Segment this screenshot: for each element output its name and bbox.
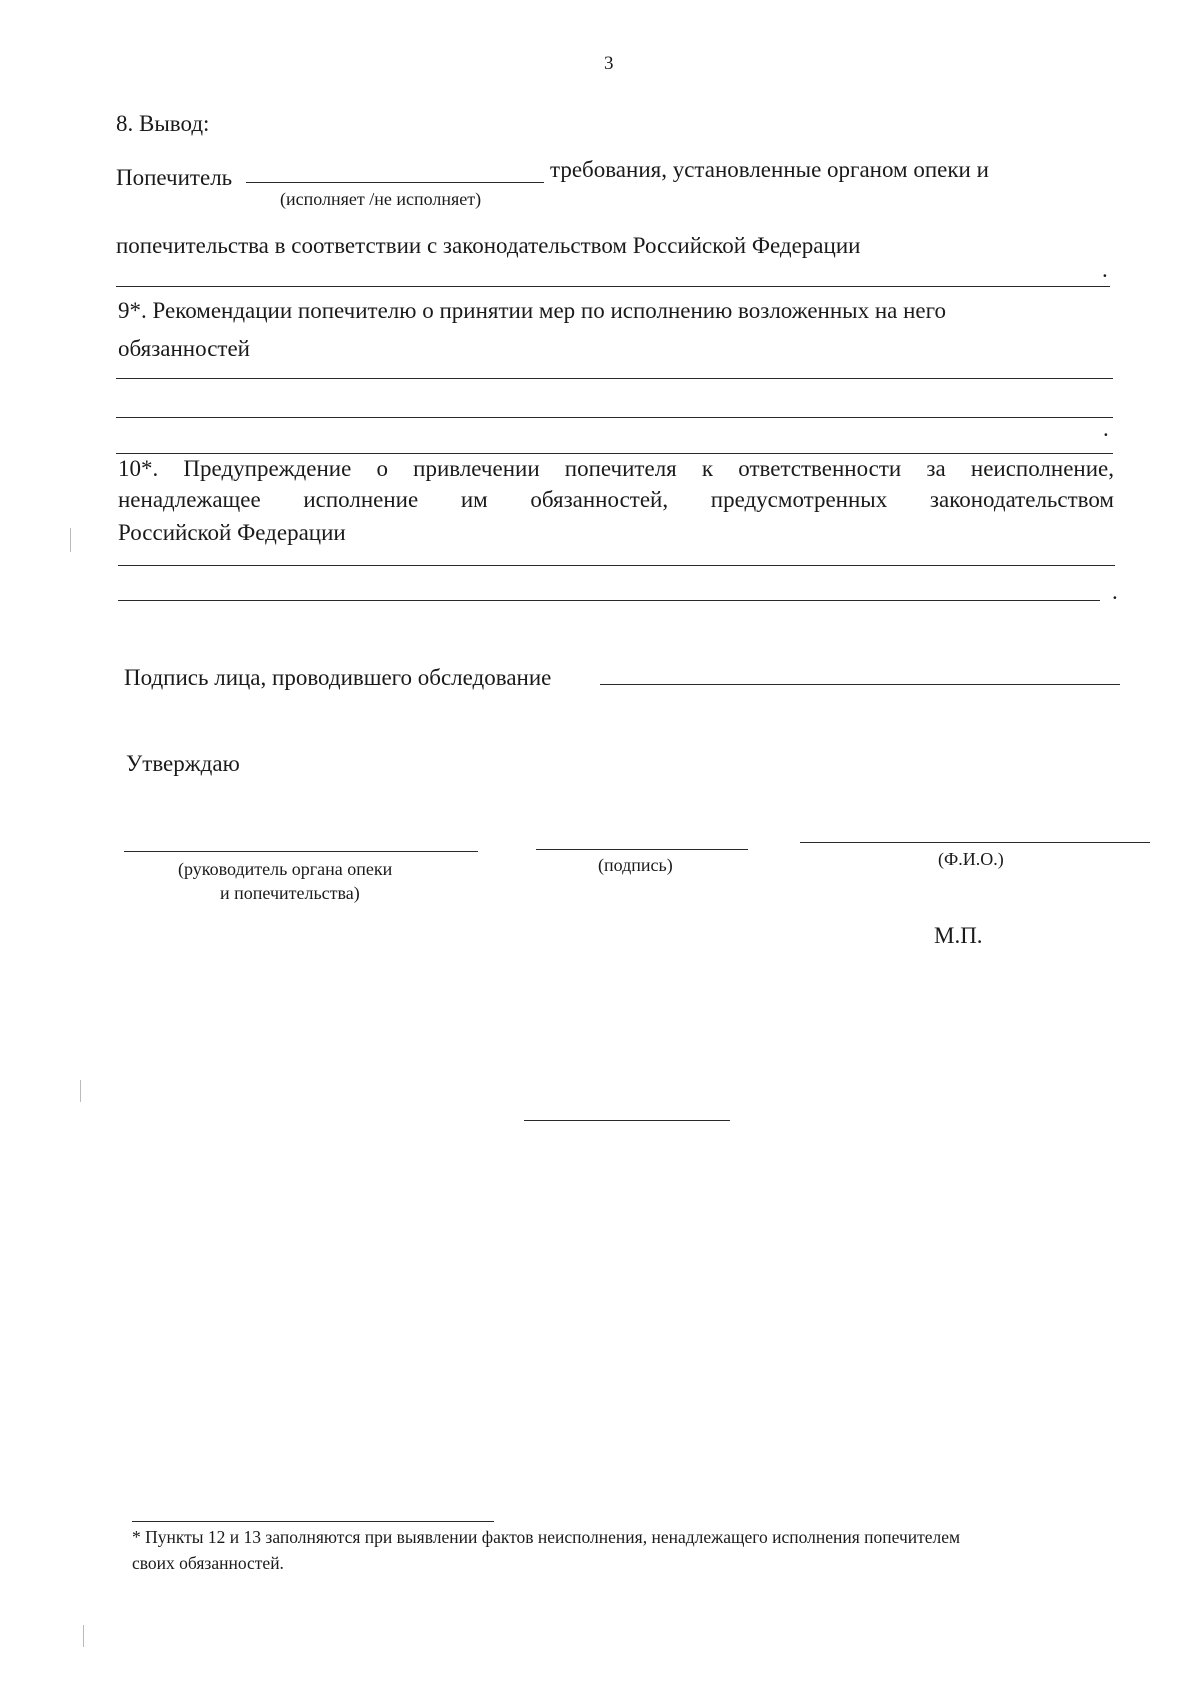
- section-8-fill-line[interactable]: [116, 286, 1110, 287]
- footnote-line-1: * Пункты 12 и 13 заполняются при выявлении фактов неисполнения, ненадлежащего исполнения попечителем: [132, 1527, 961, 1547]
- approve-label: Утверждаю: [126, 751, 240, 776]
- inspector-signature-line[interactable]: [600, 684, 1120, 685]
- section-9-line-1: 9*. Рекомендации попечителю о принятии мер по исполнению возложенных на него: [118, 298, 946, 323]
- section-8-heading: 8. Вывод:: [116, 111, 210, 136]
- scan-mark: [70, 528, 71, 552]
- section-9-fill-line-2[interactable]: [116, 417, 1113, 418]
- page-number: 3: [604, 53, 614, 74]
- signature-caption: (подпись): [598, 855, 673, 875]
- footnote-line-2: своих обязанностей.: [132, 1553, 284, 1573]
- head-fio-line[interactable]: [800, 842, 1150, 843]
- guardian-label: Попечитель: [116, 165, 233, 190]
- section-10-line-2: ненадлежащее исполнение им обязанностей, предусмотренных законодательством: [118, 487, 1114, 512]
- section-9-period: .: [1103, 416, 1109, 441]
- section-9-line-2: обязанностей: [118, 336, 250, 361]
- section-9-fill-line-1[interactable]: [116, 378, 1113, 379]
- head-title-line[interactable]: [124, 851, 478, 852]
- section-10-fill-line-2[interactable]: [118, 600, 1100, 601]
- guardian-text-after: требования, установленные органом опеки и: [550, 157, 989, 182]
- section-10-line-3: Российской Федерации: [118, 520, 346, 545]
- head-signature-line[interactable]: [536, 849, 748, 850]
- guardian-fill-line[interactable]: [246, 182, 544, 183]
- head-title-caption-1: (руководитель органа опеки: [178, 859, 393, 879]
- head-title-caption-2: и попечительства): [220, 883, 360, 903]
- inspector-signature-label: Подпись лица, проводившего обследование: [124, 665, 552, 690]
- scan-mark: [80, 1080, 81, 1102]
- fio-caption: (Ф.И.О.): [938, 849, 1004, 869]
- section-10-fill-line-1[interactable]: [118, 565, 1115, 566]
- section-8-period: .: [1102, 257, 1108, 282]
- section-10-line-1: 10*. Предупреждение о привлечении попечителя к ответственности за неисполнение,: [118, 456, 1114, 481]
- scan-mark: [83, 1625, 84, 1647]
- section-10-period: .: [1112, 579, 1118, 604]
- section-8-line-2: попечительства в соответствии с законодательством Российской Федерации: [116, 233, 861, 258]
- guardian-hint: (исполняет /не исполняет): [280, 189, 482, 209]
- stamp-place: М.П.: [934, 923, 983, 948]
- footnote-separator: [132, 1521, 494, 1522]
- section-9-fill-line-3[interactable]: [116, 453, 1113, 454]
- section-separator: [524, 1120, 730, 1121]
